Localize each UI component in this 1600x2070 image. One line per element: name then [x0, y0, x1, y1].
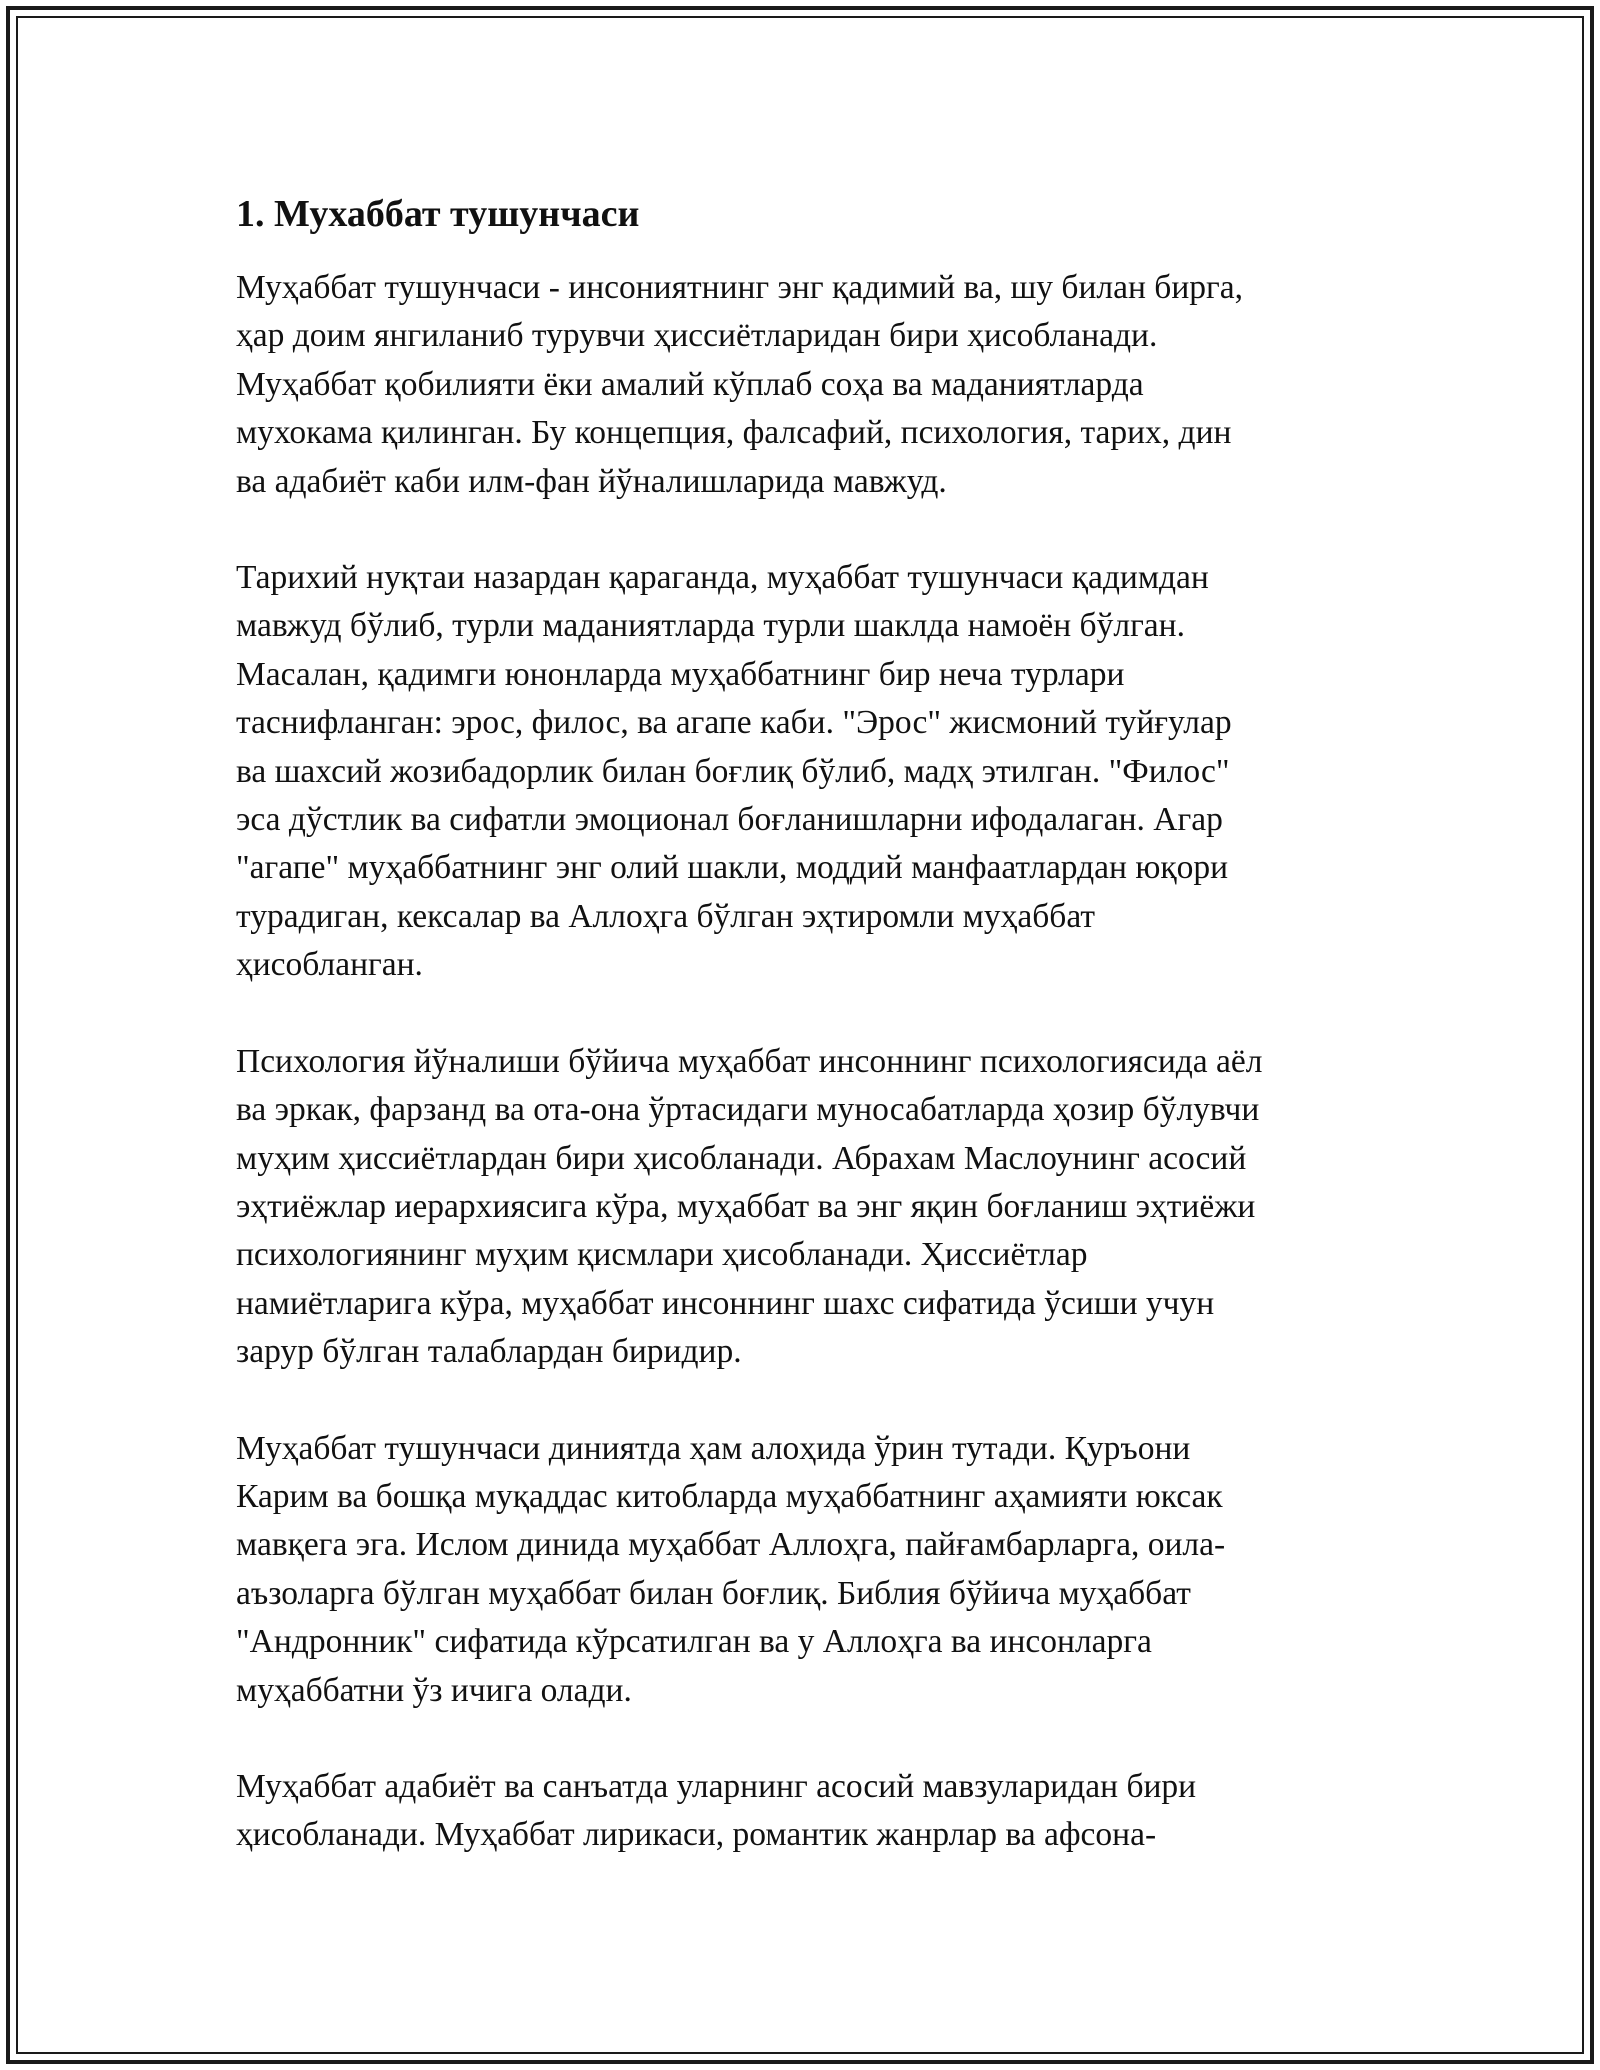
text-line: "Андронник" сифатида кўрсатилган ва у Аллоҳга ва инсонларга — [236, 1623, 1152, 1661]
paragraph-literature — [236, 1763, 1366, 1860]
text-line: Муҳаббат қобилияти ёки амалий кўплаб соҳа ва маданиятларда — [236, 365, 1144, 403]
text-line: ҳисобланган. — [236, 946, 423, 984]
document-body — [236, 186, 1366, 1908]
text-line: Муҳаббат тушунчаси - инсониятнинг энг қадимий ва, шу билан бирга, — [236, 269, 1243, 306]
text-line: эса дўстлик ва сифатли эмоционал боғланишларни ифодалаган. Агар — [236, 801, 1223, 839]
text-line: намиётларига кўра, муҳаббат инсоннинг шахс сифатида ўсиши учун — [236, 1284, 1215, 1322]
text-line: мухокама қилинган. Бу концепция, фалсафий, психология, тарих, дин — [236, 414, 1232, 452]
text-line: ва шахсий жозибадорлик билан боғлиқ бўлиб, мадҳ этилган. "Филос" — [236, 752, 1230, 790]
text-line: Муҳаббат тушунчаси диниятда ҳам алоҳида ўрин тутади. Қуръони — [236, 1429, 1191, 1467]
text-line: ҳар доим янгиланиб турувчи ҳиссиётларидан бири ҳисобланади. — [236, 317, 1158, 355]
text-line: Масалан, қадимги юнонларда муҳаббатнинг бир неча турлари — [236, 655, 1125, 693]
text-line: муҳим ҳиссиётлардан бири ҳисобланади. Абрахам Маслоунинг асосий — [236, 1139, 1247, 1177]
text-line: "агапе" муҳаббатнинг энг олий шакли, моддий манфаатлардан юқори — [236, 849, 1229, 887]
section-heading: 1. Мухаббат тушунчаси — [236, 193, 640, 235]
text-line: психологиянинг муҳим қисмлари ҳисобланади. Ҳиссиётлар — [236, 1236, 1088, 1274]
text-line: Муҳаббат адабиёт ва санъатда уларнинг асосий мавзуларидан бири — [236, 1767, 1197, 1805]
text-line: мавқега эга. Ислом динида муҳаббат Аллоҳга, пайғамбарларга, оила- — [236, 1526, 1226, 1564]
text-line: ҳисобланади. Муҳаббат лирикаси, романтик жанрлар ва афсона- — [236, 1816, 1157, 1854]
paragraph-intro — [236, 264, 1366, 506]
text-line: мавжуд бўлиб, турли маданиятларда турли шаклда намоён бўлган. — [236, 607, 1185, 645]
text-line: турадиган, кексалар ва Аллоҳга бўлган эҳтиромли муҳаббат — [236, 897, 1095, 935]
text-line: ва адабиёт каби илм-фан йўналишларида мавжуд. — [236, 462, 947, 500]
text-line: Карим ва бошқа муқаддас китобларда муҳаббатнинг аҳамияти юксак — [236, 1477, 1223, 1515]
text-line: эҳтиёжлар иерархиясига кўра, муҳаббат ва энг яқин боғланиш эҳтиёжи — [236, 1187, 1256, 1225]
text-line: зарур бўлган талаблардан биридир. — [236, 1333, 742, 1371]
text-line: Тарихий нуқтаи назардан қараганда, муҳаббат тушунчаси қадимдан — [236, 559, 1209, 597]
text-line: муҳаббатни ўз ичига олади. — [236, 1671, 632, 1709]
text-line: аъзоларга бўлган муҳаббат билан боғлиқ. Библия бўйича муҳаббат — [236, 1574, 1191, 1612]
text-line: Психология йўналиши бўйича муҳаббат инсоннинг психологиясида аёл — [236, 1042, 1263, 1080]
paragraph-psychology — [236, 1038, 1366, 1377]
text-line: таснифланган: эрос, филос, ва агапе каби. "Эрос" жисмоний туйғулар — [236, 704, 1232, 742]
text-line: ва эркак, фарзанд ва ота-она ўртасидаги муносабатларда ҳозир бўлувчи — [236, 1091, 1260, 1129]
paragraph-history — [236, 554, 1366, 990]
paragraph-religion — [236, 1425, 1366, 1715]
